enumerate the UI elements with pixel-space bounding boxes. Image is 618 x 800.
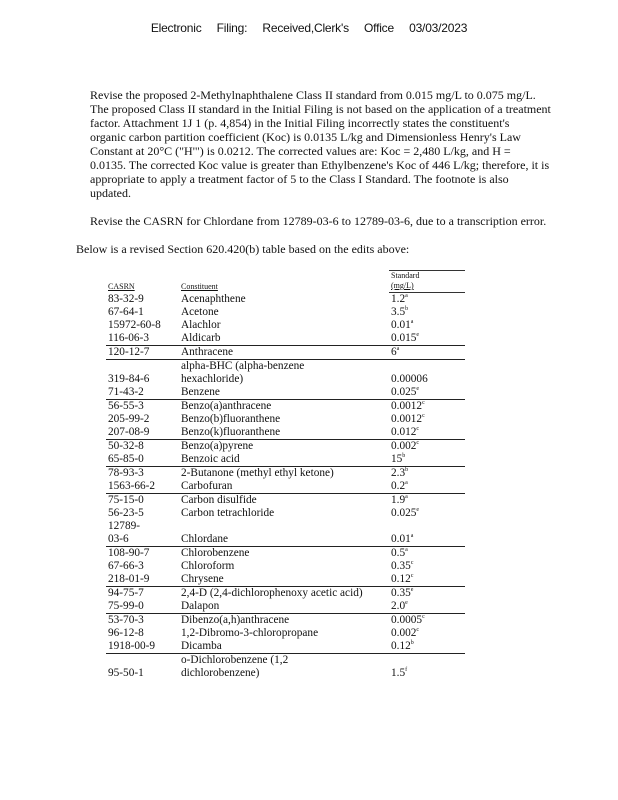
cell-standard (389, 293, 465, 307)
table-row (106, 533, 465, 547)
cell-constituent: Alachlor (181, 319, 221, 331)
footnote-marker: a (405, 547, 408, 554)
cell-casrn: 12789- (108, 520, 141, 532)
cell-casrn: 03-6 (108, 533, 129, 545)
footnote-marker: a (405, 494, 408, 501)
standard-value: 0.00006 (391, 373, 428, 385)
cell-standard (389, 346, 465, 360)
footnote-marker: b (410, 640, 414, 647)
bullet-line: Revise the CASRN for Chlordane from 12789-03-6 to 12789-03-6, due to a transcription error. (90, 214, 547, 228)
table-row (106, 507, 465, 520)
table-row (106, 426, 465, 440)
header-standard-line2: (mg/L) (391, 281, 414, 290)
standard-value: 0.12 (391, 640, 411, 652)
cell-constituent: 1,2-Dibromo-3-chloropropane (181, 627, 319, 639)
cell-constituent: dichlorobenzene) (181, 667, 260, 679)
bullet-text (90, 88, 570, 200)
cell-constituent: Chloroform (181, 560, 235, 572)
footnote-marker: e (416, 386, 420, 393)
cell-casrn: 75-15-0 (106, 494, 179, 508)
standard-value: 0.0005 (391, 614, 423, 626)
footnote-marker: c (416, 440, 420, 447)
header-part-4: Office (364, 21, 394, 35)
cell-casrn: 71-43-2 (108, 386, 144, 398)
cell-casrn: 15972-60-8 (108, 319, 161, 331)
cell-standard (389, 614, 465, 628)
cell-standard (389, 319, 465, 332)
header-part-1: Electronic (150, 21, 202, 35)
cell-casrn: 67-66-3 (108, 560, 144, 572)
standard-value: 6 (391, 346, 397, 358)
table-row (106, 332, 465, 346)
table-row (106, 547, 465, 561)
cell-casrn: 120-12-7 (106, 346, 179, 360)
cell-casrn: 83-32-9 (108, 293, 144, 305)
standard-value: 0.35 (391, 587, 411, 599)
table-row (106, 587, 465, 601)
cell-casrn: 319-84-6 (108, 373, 150, 385)
cell-standard (389, 600, 465, 614)
cell-constituent (179, 520, 389, 533)
cell-constituent: Dibenzo(a,h)anthracene (179, 614, 389, 628)
standard-value: 0.01 (391, 319, 411, 331)
table-row (106, 520, 465, 533)
header-constituent: Constituent (181, 281, 218, 291)
footnote-marker: e (416, 332, 420, 339)
table-row (106, 640, 465, 654)
table-row (106, 373, 465, 386)
table-row (106, 293, 465, 307)
standard-value: 1.5 (391, 667, 406, 679)
bullet-line: factor. Attachment 1J 1 (p. 4,854) in the Initial Filing incorrectly states the constituent's (90, 116, 510, 130)
footnote-marker: a (396, 346, 400, 353)
bullet-line: 0.0135. The corrected Koc value is greater than Ethylbenzene's Koc of 446 L/kg; therefore, it is (90, 158, 550, 172)
cell-casrn (106, 654, 179, 668)
table-row (106, 440, 465, 454)
header-standard (389, 271, 465, 293)
cell-standard (389, 520, 465, 533)
cell-standard (389, 480, 465, 494)
table-row (106, 614, 465, 628)
table-row (106, 306, 465, 319)
cell-constituent: Benzo(a)pyrene (179, 440, 389, 454)
cell-standard (389, 386, 465, 400)
bullet-item-methylnaphthalene (70, 88, 570, 200)
bullet-line: updated. (90, 186, 131, 200)
standard-value: 0.002 (391, 627, 417, 639)
groundwater-standards-table (106, 270, 465, 680)
header-standard-line1: Standard (391, 271, 420, 280)
cell-constituent: Carbofuran (181, 480, 233, 492)
cell-constituent: 2-Butanone (methyl ethyl ketone) (179, 467, 389, 481)
footnote-marker: b (405, 306, 409, 313)
table-row (106, 600, 465, 614)
footnote-marker: c (410, 560, 414, 567)
footnote-marker: c (422, 400, 425, 407)
footnote-marker: c (422, 614, 425, 621)
header-part-2: Filing: (216, 21, 248, 35)
cell-casrn: 94-75-7 (106, 587, 179, 601)
table-row (106, 386, 465, 400)
cell-casrn: 65-85-0 (108, 453, 144, 465)
cell-constituent: alpha-BHC (alpha-benzene (179, 360, 389, 374)
cell-casrn: 56-23-5 (108, 507, 144, 519)
bullet-line: organic carbon partition coefficient (Koc) is 0.0135 L/kg and Dimensionless Henry's Law (90, 130, 521, 144)
header-casrn: CASRN (108, 281, 135, 291)
cell-casrn: 218-01-9 (108, 573, 150, 585)
cell-casrn: 1563-66-2 (108, 480, 156, 492)
bullet-line: The proposed Class II standard in the Initial Filing is not based on the application of a treatment (90, 102, 551, 116)
footnote-marker: a (410, 319, 414, 326)
cell-standard (389, 373, 465, 386)
cell-standard (389, 654, 465, 668)
cell-constituent: Dalapon (181, 600, 220, 612)
standard-value: 0.015 (391, 332, 417, 344)
cell-casrn: 116-06-3 (108, 332, 149, 344)
footnote-marker: b (402, 453, 406, 460)
cell-standard (389, 400, 465, 414)
standard-value: 0.0012 (391, 400, 423, 412)
cell-casrn: 78-93-3 (106, 467, 179, 481)
cell-standard (389, 413, 465, 426)
cell-constituent: Carbon disulfide (179, 494, 389, 508)
bullet-line: appropriate to apply a treatment factor of 5 to the Class I Standard. The footnote is also (90, 172, 509, 186)
footnote-marker: f (405, 667, 408, 674)
cell-constituent: Acenaphthene (181, 293, 246, 305)
table-row (106, 573, 465, 587)
cell-casrn: 207-08-9 (108, 426, 150, 438)
cell-constituent: Benzene (181, 386, 220, 398)
bullet-line: Constant at 20°C ("H'") is 0.0212. The corrected values are: Koc = 2,480 L/kg, and H = (90, 144, 511, 158)
table-row (106, 453, 465, 467)
cell-constituent: o-Dichlorobenzene (1,2 (179, 654, 389, 668)
standard-value: 1.9 (391, 494, 406, 506)
table-body (106, 293, 465, 681)
cell-standard (389, 360, 465, 374)
cell-constituent: Benzo(a)anthracene (179, 400, 389, 414)
standard-value: 0.12 (391, 573, 411, 585)
table-row (106, 413, 465, 426)
footnote-marker: c (416, 426, 420, 433)
cell-casrn: 205-99-2 (108, 413, 150, 425)
standard-value: 0.01 (391, 533, 411, 545)
header-part-3: Received,Clerk's (262, 21, 349, 35)
cell-constituent: Dicamba (181, 640, 222, 652)
footnote-marker: c (422, 413, 425, 420)
cell-standard (389, 426, 465, 440)
cell-standard (389, 494, 465, 508)
table-row (106, 467, 465, 481)
footnote-marker: a (405, 293, 408, 300)
standard-value: 0.2 (391, 480, 406, 492)
header-date: 03/03/2023 (409, 21, 468, 35)
cell-standard (389, 547, 465, 561)
cell-standard (389, 453, 465, 467)
standard-value: 0.012 (391, 426, 417, 438)
footnote-marker: c (416, 627, 420, 634)
cell-casrn: 50-32-8 (106, 440, 179, 454)
footnote-marker: a (410, 533, 414, 540)
cell-casrn: 1918-00-9 (108, 640, 156, 652)
bullet-line: Revise the proposed 2-Methylnaphthalene Class II standard from 0.015 mg/L to 0.075 mg/L. (90, 88, 536, 102)
cell-casrn: 75-99-0 (108, 600, 144, 612)
cell-constituent: hexachloride) (181, 373, 244, 385)
table-header-row (106, 271, 465, 293)
cell-constituent: Anthracene (179, 346, 389, 360)
standard-value: 1.2 (391, 293, 406, 305)
table-row (106, 560, 465, 573)
footnote-marker: b (405, 467, 409, 474)
cell-standard (389, 573, 465, 587)
cell-casrn: 95-50-1 (108, 667, 144, 679)
footnote-marker: c (410, 573, 414, 580)
cell-constituent: Chlordane (181, 533, 229, 545)
table-row (106, 480, 465, 494)
cell-constituent: 2,4-D (2,4-dichlorophenoxy acetic acid) (179, 587, 389, 601)
standard-value: 0.002 (391, 440, 417, 452)
cell-constituent: Acetone (181, 306, 219, 318)
cell-standard (389, 560, 465, 573)
cell-standard (389, 627, 465, 640)
table-row (106, 494, 465, 508)
cell-casrn: 56-55-3 (106, 400, 179, 414)
cell-constituent: Carbon tetrachloride (181, 507, 275, 519)
cell-standard (389, 467, 465, 481)
cell-casrn: 96-12-8 (108, 627, 144, 639)
table-row (106, 319, 465, 332)
cell-constituent: Benzo(k)fluoranthene (181, 426, 281, 438)
cell-standard (389, 332, 465, 346)
cell-standard (389, 440, 465, 454)
standard-value: 2.0 (391, 600, 406, 612)
cell-standard (389, 640, 465, 654)
table-row (106, 360, 465, 374)
table-row (106, 667, 465, 680)
cell-standard (389, 306, 465, 319)
table-row (106, 654, 465, 668)
table-intro: Below is a revised Section 620.420(b) table based on the edits above: (76, 242, 410, 256)
table-row (106, 400, 465, 414)
standard-value: 0.025 (391, 507, 417, 519)
filing-header (0, 21, 618, 35)
cell-constituent: Chlorobenzene (179, 547, 389, 561)
bullet-text (90, 214, 570, 228)
cell-casrn: 108-90-7 (106, 547, 179, 561)
cell-standard (389, 667, 465, 680)
cell-standard (389, 587, 465, 601)
table-row (106, 627, 465, 640)
cell-constituent: Chrysene (181, 573, 224, 585)
standard-value: 15 (391, 453, 403, 465)
cell-constituent: Aldicarb (181, 332, 221, 344)
cell-standard (389, 533, 465, 547)
footnote-marker: e (416, 507, 420, 514)
footnote-marker: a (405, 480, 408, 487)
cell-casrn: 53-70-3 (106, 614, 179, 628)
bullet-item-chlordane (70, 214, 570, 228)
standard-value: 3.5 (391, 306, 406, 318)
standard-value: 2.3 (391, 467, 406, 479)
standard-value: 0.5 (391, 547, 406, 559)
standard-value: 0.35 (391, 560, 411, 572)
footnote-marker: e (410, 587, 414, 594)
table-row (106, 346, 465, 360)
standard-value: 0.025 (391, 386, 417, 398)
standard-value: 0.0012 (391, 413, 423, 425)
footnote-marker: e (405, 600, 408, 607)
cell-casrn: 67-64-1 (108, 306, 144, 318)
cell-casrn (106, 360, 179, 374)
cell-constituent: Benzoic acid (181, 453, 240, 465)
cell-constituent: Benzo(b)fluoranthene (181, 413, 281, 425)
cell-standard (389, 507, 465, 520)
